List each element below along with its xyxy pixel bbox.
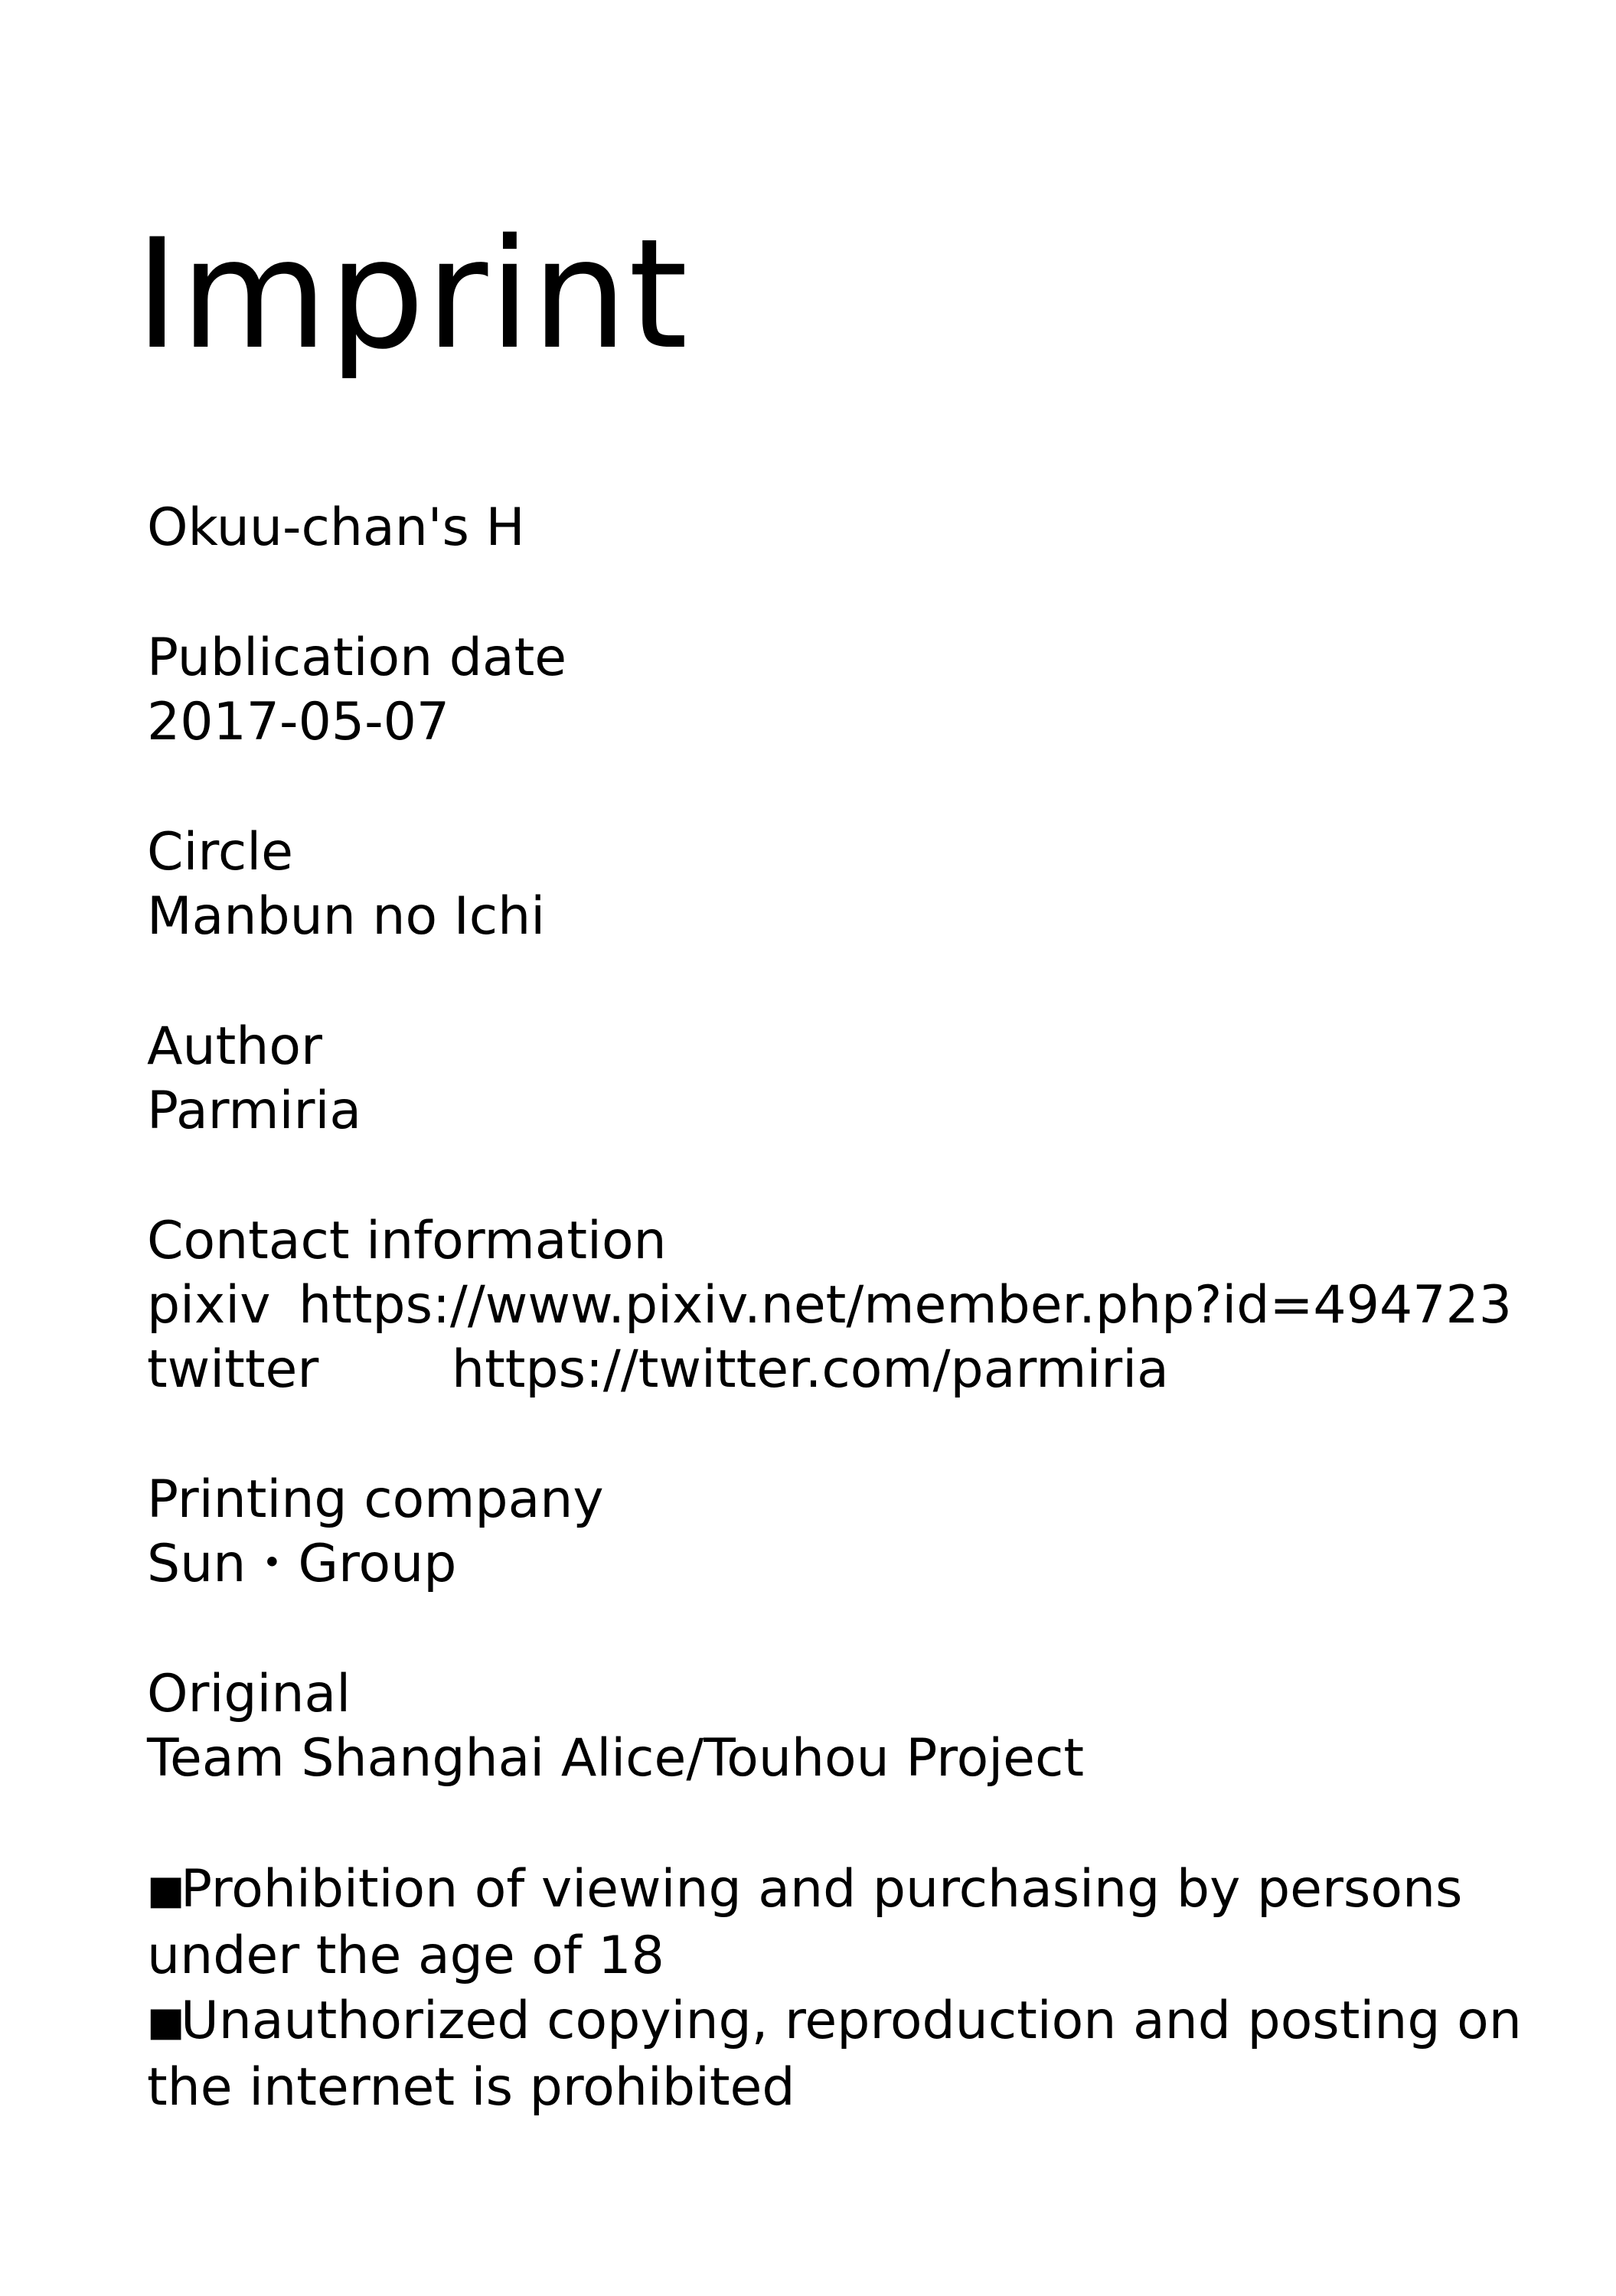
work-title: Okuu-chan's H <box>147 497 525 558</box>
contact-twitter-link[interactable]: https://twitter.com/parmiria <box>452 1339 1169 1400</box>
author-value: Parmiria <box>147 1081 362 1141</box>
age-restriction-text: Prohibition of viewing and purchasing by persons under the age of 18 <box>147 1859 1463 1986</box>
age-restriction-notice <box>147 1857 1525 1989</box>
page-title: Imprint <box>135 206 689 383</box>
contact-label: Contact information <box>147 1211 667 1271</box>
copying-prohibition-notice <box>147 1988 1525 2121</box>
original-value: Team Shanghai Alice/Touhou Project <box>147 1728 1084 1789</box>
original-label: Original <box>147 1664 351 1724</box>
author-label: Author <box>147 1016 322 1077</box>
square-bullet-icon: ■ <box>147 1999 185 2045</box>
contact-pixiv-label: pixiv <box>147 1275 271 1336</box>
publication-date-value: 2017-05-07 <box>147 692 450 752</box>
contact-pixiv-link[interactable]: https://www.pixiv.net/member.php?id=494723 <box>299 1275 1513 1336</box>
printing-company-label: Printing company <box>147 1469 604 1530</box>
publication-date-label: Publication date <box>147 628 567 688</box>
square-bullet-icon: ■ <box>147 1867 185 1913</box>
printing-company-value: Sun・Group <box>147 1534 457 1594</box>
circle-label: Circle <box>147 822 293 882</box>
circle-value: Manbun no Ichi <box>147 886 546 947</box>
copying-prohibition-text: Unauthorized copying, reproduction and posting on the internet is prohibited <box>147 1991 1522 2118</box>
contact-twitter-label: twitter <box>147 1339 319 1400</box>
